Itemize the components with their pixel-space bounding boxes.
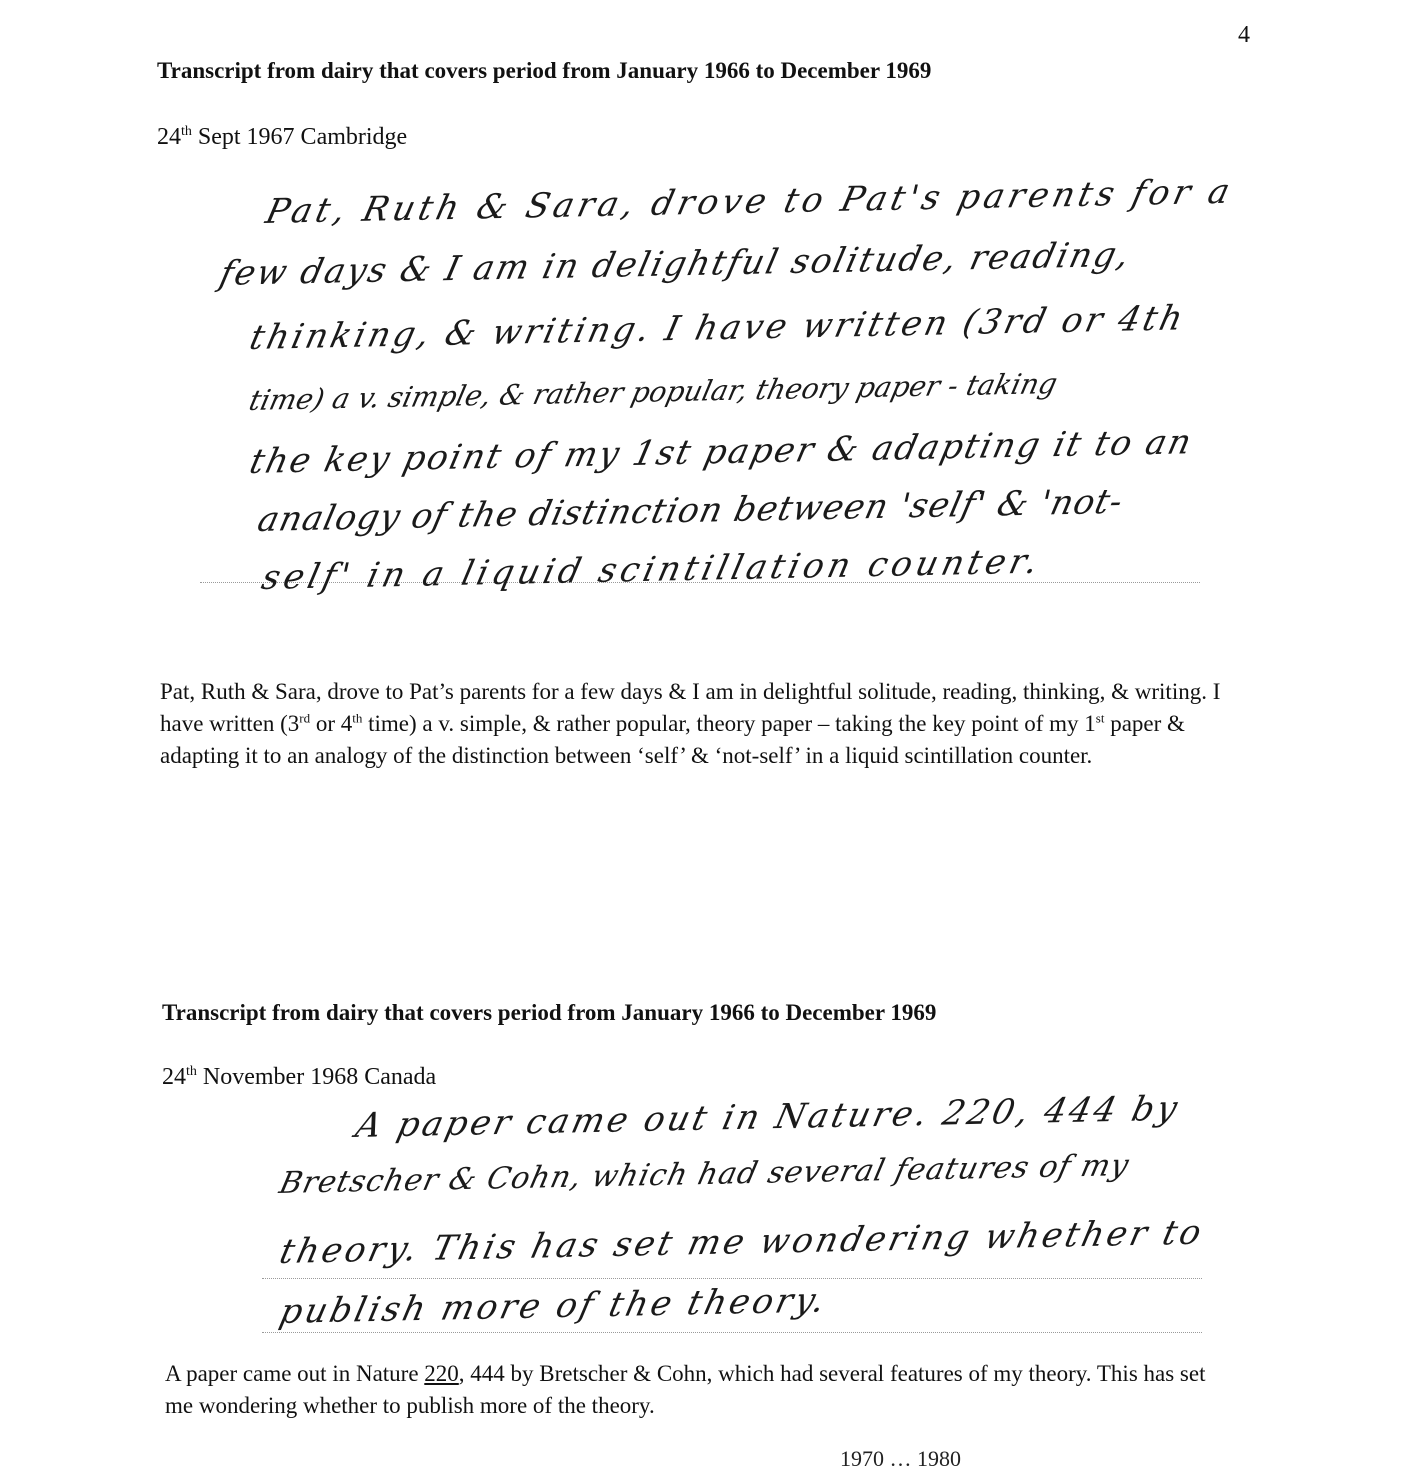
entry-date xyxy=(162,1064,436,1091)
handwriting-line: Pat, Ruth & Sara, drove to Pat's parents for a xyxy=(262,171,1238,232)
handwriting-line: theory. This has set me wondering whether to xyxy=(276,1212,1208,1272)
handwriting-line: time) a v. simple, & rather popular, theory paper - taking xyxy=(246,366,1061,417)
transcript-paragraph: Pat, Ruth & Sara, drove to Pat’s parents for a few days & I am in delightful solitude, reading, thinking, & writing. I have written (3rd or 4th time) a v. simple, & rather popular, theory paper – taking the key point of my 1st paper & adapting it to an analogy of the distinction between ‘self’ & ‘not-self’ in a liquid scintillation counter. xyxy=(160,679,1221,768)
date-suffix: th xyxy=(186,1064,197,1079)
handwriting-line: self' in a liquid scintillation counter. xyxy=(258,541,1046,598)
handwriting-line: the key point of my 1st paper & adapting it to an xyxy=(246,422,1197,482)
transcript-paragraph: A paper came out in Nature 220, 444 by Bretscher & Cohn, which had several features of my theory. This has set me wondering whether to publish more of the theory. xyxy=(165,1361,1206,1418)
handwriting-line: Bretscher & Cohn, which had several features of my xyxy=(276,1148,1133,1201)
date-day: 24 xyxy=(162,1064,186,1090)
date-suffix: th xyxy=(181,124,192,139)
handwriting-line: A paper came out in Nature. 220, 444 by xyxy=(352,1088,1184,1146)
entry-heading: Transcript from dairy that covers period from January 1966 to December 1969 xyxy=(162,1000,937,1025)
handwritten-note xyxy=(200,171,1238,620)
underlined-volume: 220 xyxy=(424,1361,459,1386)
entry-date xyxy=(157,124,407,151)
handwriting-line: few days & I am in delightful solitude, reading, xyxy=(216,234,1135,294)
handwriting-line: analogy of the distinction between 'self' & 'not- xyxy=(254,481,1128,540)
handwriting-line: thinking, & writing. I have written (3rd or 4th xyxy=(246,298,1190,358)
handwritten-note xyxy=(262,1088,1208,1350)
handwriting-line: publish more of the theory. xyxy=(276,1280,832,1332)
date-day: 24 xyxy=(157,124,181,150)
date-rest: Sept 1967 Cambridge xyxy=(197,124,408,150)
cut-off-footer-text: 1970 … 1980 xyxy=(840,1446,961,1471)
page-number: 4 xyxy=(1238,22,1250,48)
entry-heading: Transcript from dairy that covers period from January 1966 to December 1969 xyxy=(157,58,932,83)
date-rest: November 1968 Canada xyxy=(202,1064,437,1090)
